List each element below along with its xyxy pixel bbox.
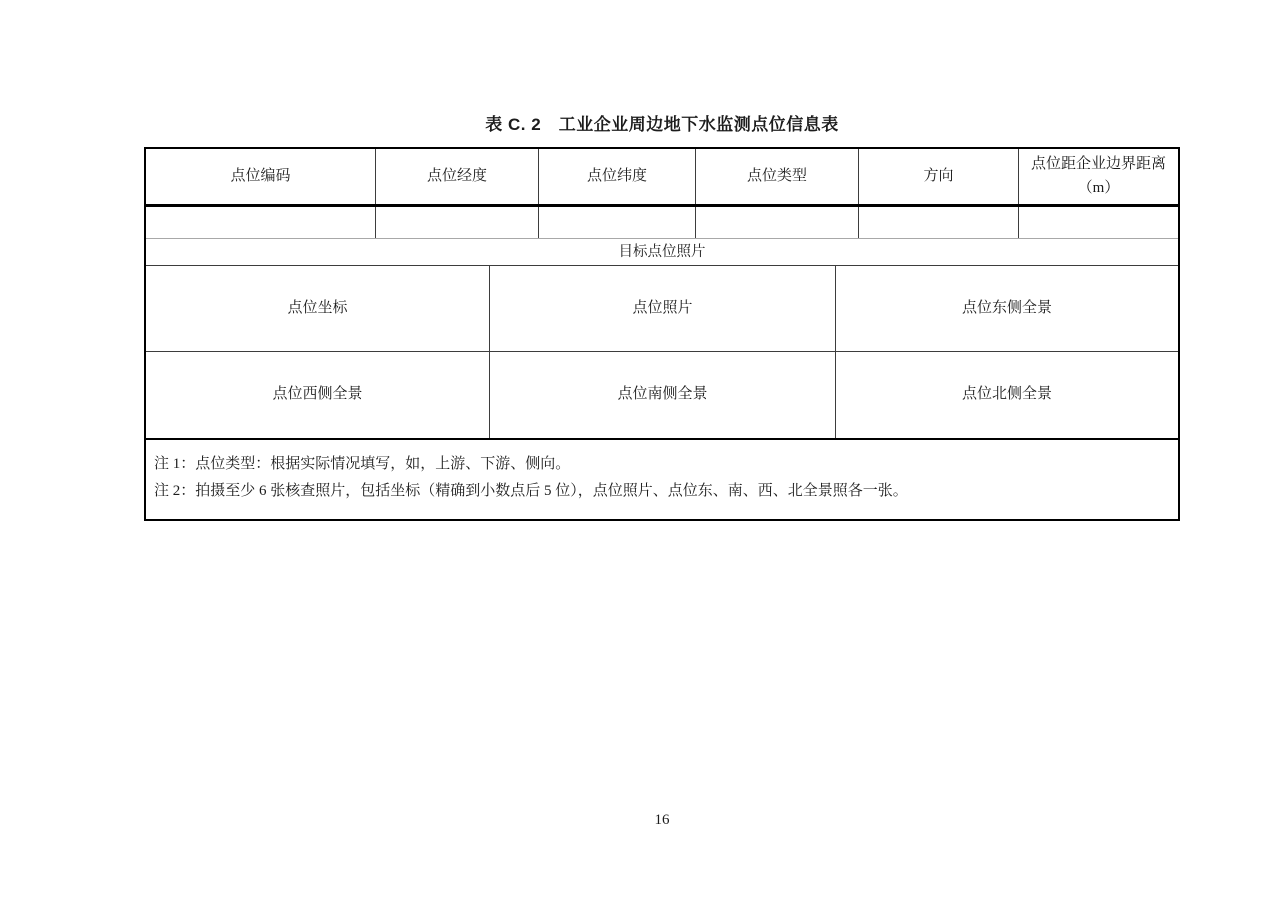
header-cell-point-latitude: 点位纬度 [539, 149, 696, 204]
photo-cell-point-photo: 点位照片 [490, 266, 836, 351]
boundary-distance-line1: 点位距企业边界距离 [1030, 156, 1166, 173]
photo-cell-east-panorama: 点位东侧全景 [961, 299, 1052, 316]
monitoring-point-info-table [144, 147, 1180, 521]
header-cell-boundary-distance [1019, 149, 1178, 204]
note-1: 注 1：点位类型：根据实际情况填写，如，上游、下游、侧向。 [154, 456, 571, 472]
header-cell-direction: 方向 [859, 149, 1019, 204]
photo-cell-west-panorama: 点位西侧全景 [146, 352, 490, 438]
note-2: 注 2：拍摄至少 6 张核查照片，包括坐标（精确到小数点后 5 位），点位照片、点位东、南、西、北全景照各一张。 [154, 482, 908, 499]
header-cell-point-type: 点位类型 [696, 149, 859, 204]
empty-cell-point-longitude [376, 207, 539, 238]
boundary-distance-line2: （m） [1077, 179, 1120, 196]
section-header-row [146, 239, 1178, 266]
photo-row-2 [146, 352, 1178, 440]
photo-cell-coordinates: 点位坐标 [146, 266, 490, 351]
photo-cell-south-panorama: 点位南侧全景 [490, 352, 836, 438]
empty-cell-point-type [696, 207, 859, 238]
empty-cell-point-latitude [539, 207, 696, 238]
empty-cell-direction [859, 207, 1019, 238]
header-cell-point-longitude: 点位经度 [376, 149, 539, 204]
photo-cell-north-panorama: 点位北侧全景 [961, 386, 1052, 403]
table-title: 表 C. 2 工业企业周边地下水监测点位信息表 [485, 115, 839, 134]
header-cell-point-code: 点位编码 [146, 149, 376, 204]
photo-row-1 [146, 266, 1178, 352]
empty-cell-point-code [146, 207, 376, 238]
section-header-target-photos: 目标点位照片 [618, 243, 706, 260]
table-empty-data-row [146, 207, 1178, 239]
table-header-row [146, 149, 1178, 207]
table-notes [146, 440, 1178, 519]
page-number: 16 [654, 812, 670, 828]
empty-cell-boundary-distance [1019, 207, 1178, 238]
